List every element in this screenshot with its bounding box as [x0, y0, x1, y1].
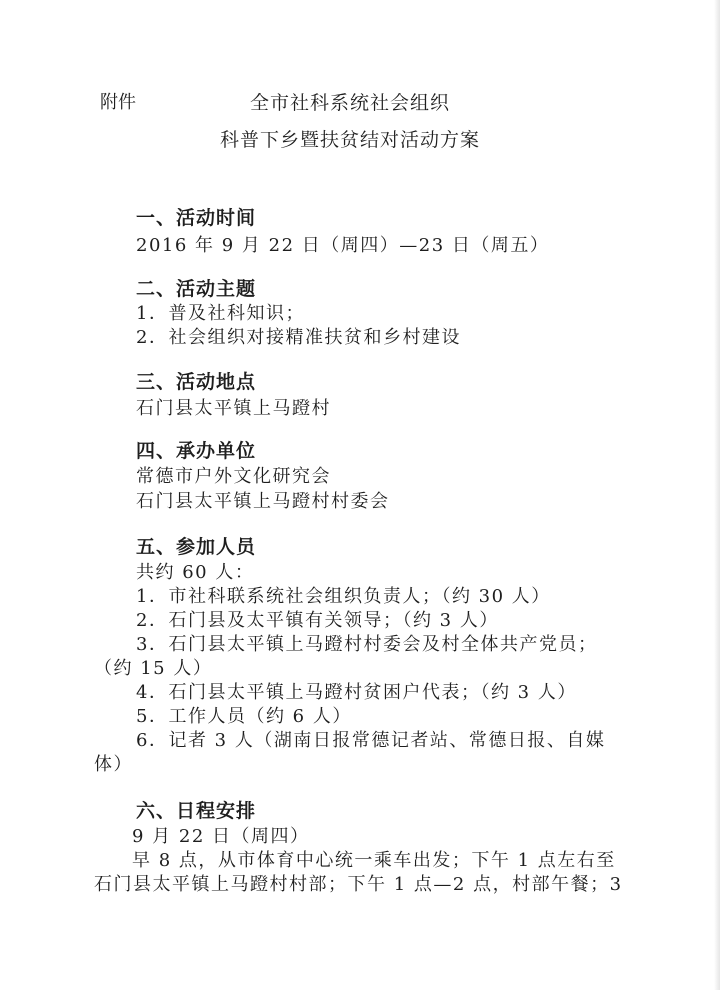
paragraph-line: 9 月 22 日（周四） [132, 826, 310, 847]
list-item: 5．工作人员（约 6 人） [136, 706, 352, 727]
paragraph-line: 共约 60 人： [136, 562, 255, 583]
document-title-line-1: 全市社科系统社会组织 [249, 92, 450, 114]
paragraph-line: 2016 年 9 月 22 日（周四）—23 日（周五） [136, 235, 550, 256]
paragraph-line: 石门县太平镇上马蹬村村部；下午 1 点—2 点，村部午餐；3 [94, 874, 623, 895]
list-item: 4．石门县太平镇上马蹬村贫困户代表；（约 3 人） [136, 682, 577, 703]
paragraph-line: 石门县太平镇上马蹬村村委会 [136, 491, 390, 512]
list-item-continuation: 体） [94, 754, 133, 775]
paragraph-line: 2．社会组织对接精准扶贫和乡村建设 [136, 327, 461, 348]
document-title-line-2: 科普下乡暨扶贫结对活动方案 [219, 129, 480, 151]
list-item: 1．市社科联系统社会组织负责人；（约 30 人） [136, 586, 551, 607]
list-item: 2．石门县及太平镇有关领导；（约 3 人） [136, 610, 499, 631]
paragraph-line: 常德市户外文化研究会 [136, 466, 331, 487]
section-heading-organizer: 四、承办单位 [136, 440, 257, 462]
section-heading-theme: 二、活动主题 [136, 278, 257, 300]
attachment-label: 附件 [100, 92, 136, 113]
list-item: 3．石门县太平镇上马蹬村村委会及村全体共产党员； [136, 634, 598, 655]
scan-edge-shadow [714, 0, 720, 990]
paragraph-line: 1．普及社科知识； [136, 303, 305, 324]
section-heading-location: 三、活动地点 [136, 371, 257, 393]
list-item: 6．记者 3 人（湖南日报常德记者站、常德日报、自媒 [136, 730, 606, 751]
list-item-continuation: （约 15 人） [94, 658, 213, 679]
section-heading-time: 一、活动时间 [136, 207, 257, 229]
section-heading-participants: 五、参加人员 [136, 536, 257, 558]
paragraph-line: 石门县太平镇上马蹬村 [136, 398, 331, 419]
paragraph-line: 早 8 点，从市体育中心统一乘车出发；下午 1 点左右至 [132, 850, 616, 871]
section-heading-schedule: 六、日程安排 [136, 800, 257, 822]
